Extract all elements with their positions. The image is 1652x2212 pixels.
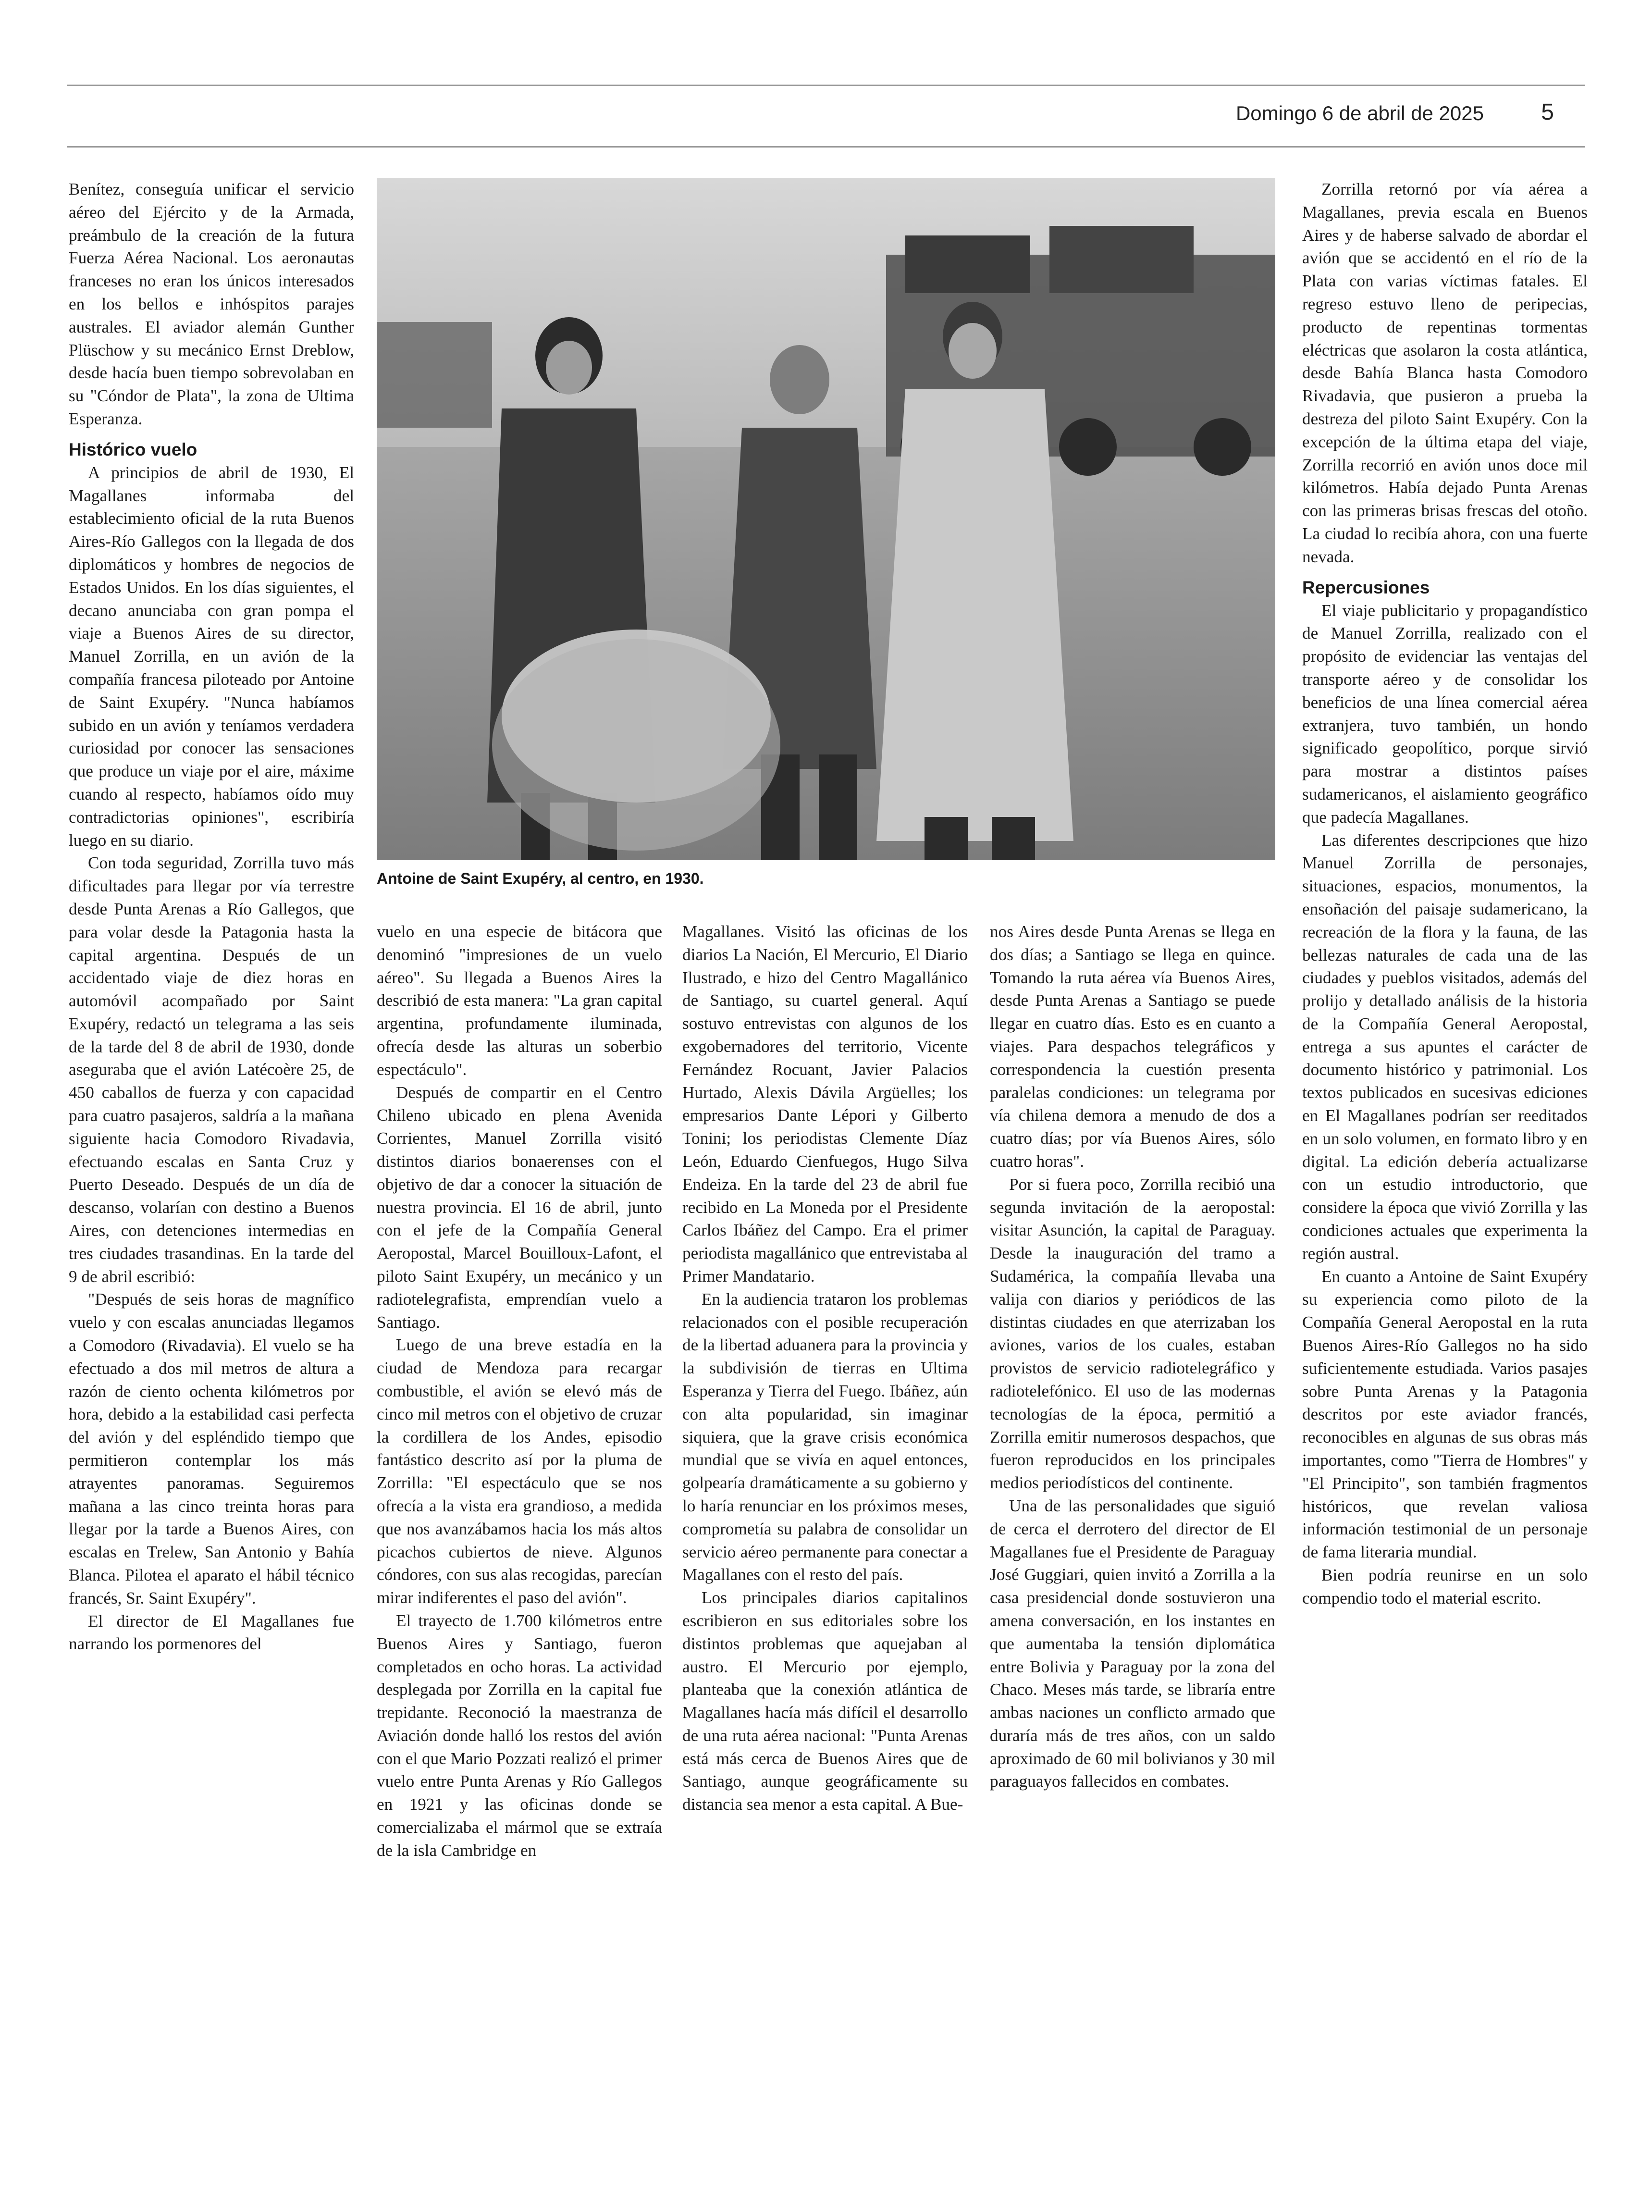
paragraph: El trayecto de 1.700 kilómetros entre Buenos Aires y Santiago, fueron completados en ocho horas. La actividad desplegada por Zorrilla en la capital fue trepidante. Reconoció la maestranza de Aviación donde halló los restos del avión con el que Mario Pozzati realizó el primer vuelo entre Punta Arenas y Río Gallegos en 1921 y las oficinas donde se comercializaba el mármol que se extraía de la isla Cambridge en (377, 1611, 662, 1860)
paragraph: Magallanes. Visitó las oficinas de los diarios La Nación, El Mercurio, El Diario Ilustrado, e hizo del Centro Magallánico de Santiago, su cuartel general. Aquí sostuvo entrevistas con algunos de los exgobernadores del territorio, Vicente Fernández Rocuant, Javier Palacios Hurtado, Alexis Dávila Argüelles; los empresarios Dante Lépori y Gilberto Tonini; los periodistas Clemente Díaz León, Eduardo Cienfuegos, Hugo Silva Endeiza. En la tarde del 23 de abril fue recibido en La Moneda por el Presidente Carlos Ibáñez del Campo. Era el primer periodista magallánico que entrevistaba al Primer Mandatario. (682, 922, 968, 1285)
paragraph: Los principales diarios capitalinos escribieron en sus editoriales sobre los distintos problemas que aquejaban al austro. El Mercurio por ejemplo, planteaba que la conexión atlántica de Magallanes hacía más difícil el desarrollo de una ruta aérea nacional: "Punta Arenas está más cerca de Buenos Aires que de Santiago, aunque geográficamente su distancia sea menor a esta capital. A Bue- (682, 1588, 968, 1814)
historic-photo (377, 178, 1275, 860)
article-column-5 (1302, 178, 1588, 2167)
edition-date: Domingo 6 de abril de 2025 (1235, 102, 1484, 124)
photo-caption: Antoine de Saint Exupéry, al centro, en 1930. (377, 870, 704, 887)
page-header (67, 85, 1585, 147)
section-heading-historico-vuelo: Histórico vuelo (69, 439, 197, 459)
article-column-1 (69, 178, 354, 2167)
paragraph: Zorrilla retornó por vía aérea a Magallanes, previa escala en Buenos Aires y de haberse salvado de abordar el avión que se accidentó en el río de la Plata con varias víctimas fatales. El regreso estuvo lleno de peripecias, producto de repentinas tormentas eléctricas que asolaron la costa atlántica, desde Bahía Blanca hasta Comodoro Rivadavia, que pusieron a prueba la destreza del piloto Saint Exupéry. Con la excepción de la última etapa del viaje, Zorrilla recorrió en avión unos doce mil kilómetros. Había dejado Punta Arenas con las primeras brisas frescas del otoño. La ciudad lo recibía ahora, con una fuerte nevada. (1302, 180, 1588, 566)
section-heading-repercusiones: Repercusiones (1302, 577, 1430, 597)
paragraph: Bien podría reunirse en un solo compendio todo el material escrito. (1302, 1566, 1588, 1607)
article-column-2 (377, 920, 662, 2170)
paragraph: Benítez, conseguía unificar el servicio aéreo del Ejército y de la Armada, preámbulo de la creación de la futura Fuerza Aérea Nacional. Los aeronautas franceses no eran los únicos interesados en los bellos e inhóspitos parajes australes. El aviador alemán Gunther Plüschow y su mecánico Ernst Dreblow, desde hacía buen tiempo sobrevolaban en su "Cóndor de Plata", la zona de Ultima Esperanza. (69, 180, 354, 428)
page-number: 5 (1541, 99, 1554, 125)
paragraph: El viaje publicitario y propagandístico de Manuel Zorrilla, realizado con el propósito de evidenciar las ventajas del transporte aéreo y de consolidar los beneficios de una línea comercial aérea extranjera, tuvo también, un hondo significado geopolítico, porque sirvió para mostrar a distintos países sudamericanos, el aislamiento geográfico que padecía Magallanes. (1302, 601, 1588, 827)
paragraph: Luego de una breve estadía en la ciudad de Mendoza para recargar combustible, el avión se elevó más de cinco mil metros con el objetivo de cruzar la cordillera de los Andes, episodio fantástico descrito así por la pluma de Zorrilla: "El espectáculo que se nos ofrecía a la vista era grandioso, a medida que nos avanzábamos hacia los más altos picachos cubiertos de nieve. Algunos cóndores, con sus alas recogidas, parecían mirar indiferentes el paso del avión". (377, 1335, 662, 1607)
paragraph: Después de compartir en el Centro Chileno ubicado en plena Avenida Corrientes, Manuel Zorrilla visitó distintos diarios bonaerenses con el objetivo de dar a conocer la situación de nuestra provincia. El 16 de abril, junto con el jefe de la Compañía General Aeropostal, Marcel Bouilloux-Lafont, el piloto Saint Exupéry, un mecánico y un radiotelegrafista, emprendían vuelo a Santiago. (377, 1083, 662, 1332)
paragraph: Por si fuera poco, Zorrilla recibió una segunda invitación de la aeropostal: visitar Asunción, la capital de Paraguay. Desde la inauguración del tramo a Sudamérica, la compañía llevaba una valija con diarios y periódicos de las distintas ciudades en que aterrizaban los aviones, varios de los cuales, estaban provistos de servicio radiotelegráfico y radiotelefónico. El uso de las modernas tecnologías de la época, permitió a Zorrilla emitir numerosos despachos, que fueron reproducidos en los principales medios periodísticos del continente. (990, 1174, 1275, 1493)
article-column-4 (990, 920, 1275, 2170)
paragraph: A principios de abril de 1930, El Magallanes informaba del establecimiento oficial de la ruta Buenos Aires-Río Gallegos con la llegada de dos diplomáticos y hombres de negocios de Estados Unidos. En los días siguientes, el decano anunciaba con gran pompa el viaje a Buenos Aires de su director, Manuel Zorrilla, en un avión de la compañía francesa piloteado por Antoine de Saint Exupéry. "Nunca habíamos subido en un avión y teníamos verdadera curiosidad por conocer las sensaciones que produce un viaje por el aire, máxime cuando al respecto, habíamos oído muy contradictorias opiniones", escribiría luego en su diario. (69, 463, 354, 850)
paragraph: Una de las personalidades que siguió de cerca el derrotero del director de El Magallanes fue el Presidente de Paraguay José Guggiari, quien invitó a Zorrilla a la casa presidencial donde sostuvieron una amena conversación, en los instantes en que aumentaba la tensión diplomática entre Bolivia y Paraguay por la zona del Chaco. Meses más tarde, se libraría entre ambas naciones un conflicto armado que duraría más de tres años, con un saldo aproximado de 60 mil bolivianos y 30 mil paraguayos fallecidos en combates. (990, 1496, 1275, 1791)
paragraph: Con toda seguridad, Zorrilla tuvo más dificultades para llegar por vía terrestre desde Punta Arenas a Río Gallegos, que para volar desde la Patagonia hasta la capital argentina. Después de un accidentado viaje de diez horas en automóvil acompañado por Saint Exupéry, redactó un telegrama a las seis de la tarde del 8 de abril de 1930, donde aseguraba que el avión Latécoère 25, de 450 caballos de fuerza y con capacidad para cuatro pasajeros, saldría a la mañana siguiente hacia Comodoro Rivadavia, efectuando escalas en Santa Cruz y Puerto Deseado. Después de un día de descanso, volarían con destino a Buenos Aires, con detenciones intermedias en tres ciudades trasandinas. En la tarde del 9 de abril escribió: (69, 853, 354, 1286)
paragraph: El director de El Magallanes fue narrando los pormenores del (69, 1611, 354, 1654)
paragraph: "Después de seis horas de magnífico vuelo y con escalas anunciadas llegamos a Comodoro (Rivadavia). El vuelo se ha efectuado a dos mil metros de altura a razón de ciento ochenta kilómetros por hora, debido a la estabilidad casi perfecta del avión y del espléndido tiempo que permitieron contemplar los más atrayentes panoramas. Seguiremos mañana a las cinco treinta horas para llegar por la tarde a Buenos Aires, con escalas en Trelew, San Antonio y Bahía Blanca. Pilotea el aparato el hábil técnico francés, Sr. Saint Exupéry". (69, 1290, 354, 1607)
paragraph: vuelo en una especie de bitácora que denominó "impresiones de un vuelo aéreo". Su llegada a Buenos Aires la describió de esta manera: "La gran capital argentina, profundamente iluminada, ofrecía desde las alturas un soberbio espectáculo". (377, 922, 662, 1079)
header-rule-bottom (67, 146, 1585, 148)
paragraph: Las diferentes descripciones que hizo Manuel Zorrilla de personajes, situaciones, espacios, monumentos, la ensoñación del paisaje sudamericano, la recreación de la flora y la fauna, de las bellezas naturales de cada una de las ciudades y pueblos visitados, además del prolijo y detallado análisis de la historia de la Compañía General Aeropostal, entrega a sus apuntes el carácter de documento histórico y patrimonial. Los textos publicados en sucesivas ediciones en El Magallanes podrían ser reeditados en un solo volumen, en formato libro y en digital. La edición debería actualizarse con un estudio introductorio, que considere la época que vivió Zorrilla y las condiciones actuales que experimenta la región austral. (1302, 830, 1588, 1263)
paragraph: En cuanto a Antoine de Saint Exupéry su experiencia como piloto de la Compañía General Aeropostal en la ruta Buenos Aires-Río Gallegos no ha sido suficientemente estudiada. Varios pasajes sobre Punta Arenas y la Patagonia descritos por este aviador francés, reconocibles en algunas de sus obras más importantes, como "Tierra de Hombres" y "El Principito", son también fragmentos históricos, que revelan valiosa información testimonial de un personaje de fama literaria mundial. (1302, 1267, 1588, 1562)
article-column-3 (682, 920, 968, 2170)
paragraph: En la audiencia trataron los problemas relacionados con el posible recuperación de la libertad aduanera para la provincia y la subdivisión de tierras en Ultima Esperanza y Tierra del Fuego. Ibáñez, aún con alta popularidad, sin imaginar siquiera, que la grave crisis económica mundial que se vivía en aquel entonces, golpearía dramáticamente a su gobierno y lo haría renunciar en los próximos meses, comprometía su palabra de consolidar un servicio aéreo permanente para conectar a Magallanes con el resto del país. (682, 1289, 968, 1584)
header-rule-top (67, 85, 1585, 86)
paragraph: nos Aires desde Punta Arenas se llega en dos días; a Santiago se llega en quince. Tomando la ruta aérea vía Buenos Aires, desde Punta Arenas a Santiago se puede llegar en cuatro días. Esto es en cuanto a viajes. Para despachos telegráficos y correspondencia la cuestión presenta paralelas condiciones: un telegrama por vía chilena demora a menudo de dos a cuatro días; por vía Buenos Aires, sólo cuatro horas". (990, 922, 1275, 1171)
